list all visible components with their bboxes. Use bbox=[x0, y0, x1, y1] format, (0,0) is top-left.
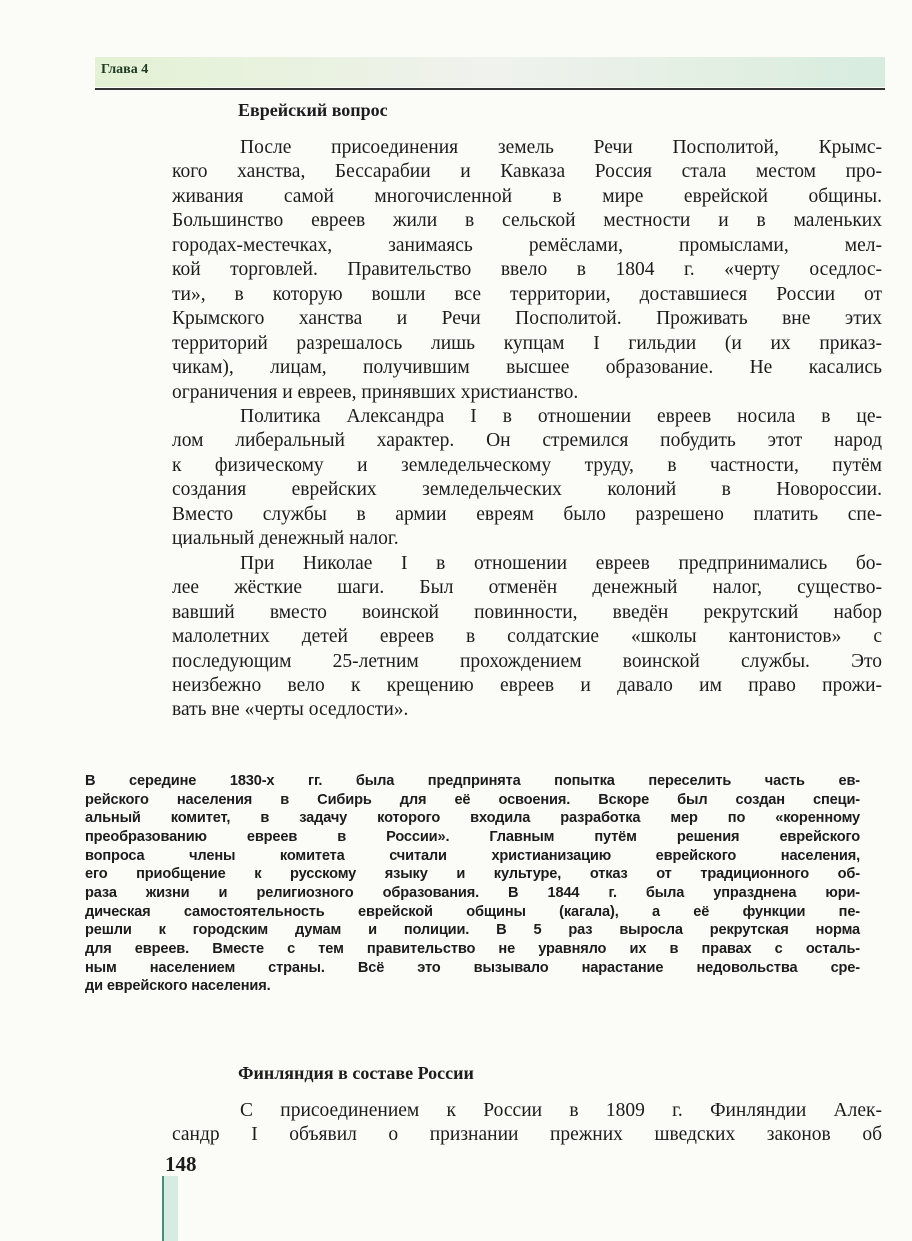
text-line: неизбежно вело к крещению евреев и давало им право прожи- bbox=[172, 674, 882, 696]
page-number: 148 bbox=[165, 1152, 197, 1176]
text-line: вать вне «черты оседлости». bbox=[172, 699, 409, 721]
text-line: ным населением страны. Всё это вызывало нарастание недовольства сре- bbox=[85, 959, 860, 976]
section-jewish-question-body bbox=[172, 136, 882, 723]
section-title-jewish-question: Еврейский вопрос bbox=[238, 100, 388, 120]
header-band bbox=[95, 57, 885, 87]
margin-bar bbox=[162, 1176, 178, 1241]
text-line: вопроса члены комитета считали христианизацию еврейского населения, bbox=[85, 847, 860, 864]
text-line: рейского населения в Сибирь для её освоения. Вскоре был создан специ- bbox=[85, 791, 860, 808]
text-line: создания еврейских земледельческих колоний в Новороссии. bbox=[172, 479, 882, 501]
text-line: преобразованию евреев в России». Главным путём решения еврейского bbox=[85, 828, 860, 845]
text-line: Вместо службы в армии евреям было разрешено платить спе- bbox=[172, 503, 882, 525]
text-line: последующим 25-летним прохождением воинской службы. Это bbox=[172, 650, 882, 672]
text-line: кого ханства, Бессарабии и Кавказа Россия стала местом про- bbox=[172, 161, 882, 183]
text-line: ди еврейского населения. bbox=[85, 978, 271, 995]
text-line: В середине 1830-х гг. была предпринята попытка переселить часть ев- bbox=[85, 773, 860, 789]
text-line: к физическому и земледельческому труду, в частности, путём bbox=[172, 454, 882, 476]
text-line: чикам), лицам, получившим высшее образование. Не касались bbox=[172, 357, 882, 379]
text-line: для евреев. Вместе с тем правительство не уравняло их в правах с осталь- bbox=[85, 940, 860, 957]
text-line: При Николае I в отношении евреев предпринимались бо- bbox=[240, 552, 882, 574]
text-line: кой торговлей. Правительство ввело в 1804 г. «черту оседлос- bbox=[172, 259, 882, 281]
text-line: С присоединением к России в 1809 г. Финляндии Алек- bbox=[240, 1100, 882, 1121]
text-line: лее жёсткие шаги. Был отменён денежный налог, существо- bbox=[172, 577, 882, 599]
text-line: лом либеральный характер. Он стремился побудить этот народ bbox=[172, 430, 882, 452]
text-line: его приобщение к русскому языку и культуре, отказ от традиционного об- bbox=[85, 866, 860, 883]
section-title-finland: Финляндия в составе России bbox=[238, 1063, 474, 1083]
text-line: ограничения и евреев, принявших христианство. bbox=[172, 381, 579, 403]
chapter-label: Глава 4 bbox=[101, 62, 149, 77]
text-line: дическая самостоятельность еврейской общины (кагала), а её функции пе- bbox=[85, 903, 860, 920]
text-line: Большинство евреев жили в сельской местности и в маленьких bbox=[172, 210, 882, 232]
text-line: раза жизни и религиозного образования. В 1844 г. была упразднена юри- bbox=[85, 884, 860, 901]
text-line: территорий разрешалось лишь купцам I гильдии (и их приказ- bbox=[172, 332, 882, 354]
text-line: решли к городским думам и полиции. В 5 раз выросла рекрутская норма bbox=[85, 922, 860, 939]
text-line: городах-местечках, занимаясь ремёслами, промыслами, мел- bbox=[172, 234, 882, 256]
sidebar-note bbox=[85, 772, 860, 996]
section-finland-body bbox=[172, 1099, 882, 1148]
text-line: ти», в которую вошли все территории, доставшиеся России от bbox=[172, 283, 882, 305]
text-line: Политика Александра I в отношении евреев носила в це- bbox=[240, 405, 882, 427]
text-line: сандр I объявил о признании прежних шведских законов об bbox=[172, 1124, 882, 1146]
text-line: альный комитет, в задачу которого входила разработка мер по «коренному bbox=[85, 810, 860, 827]
header-rule bbox=[95, 88, 885, 90]
text-line: малолетних детей евреев в солдатские «школы кантонистов» с bbox=[172, 626, 882, 648]
text-line: Крымского ханства и Речи Посполитой. Проживать вне этих bbox=[172, 308, 882, 330]
text-line: циальный денежный налог. bbox=[172, 528, 399, 550]
text-line: вавший вместо воинской повинности, введён рекрутский набор bbox=[172, 601, 882, 623]
text-line: После присоединения земель Речи Посполитой, Крымс- bbox=[240, 137, 882, 158]
text-line: живания самой многочисленной в мире еврейской общины. bbox=[172, 185, 882, 207]
